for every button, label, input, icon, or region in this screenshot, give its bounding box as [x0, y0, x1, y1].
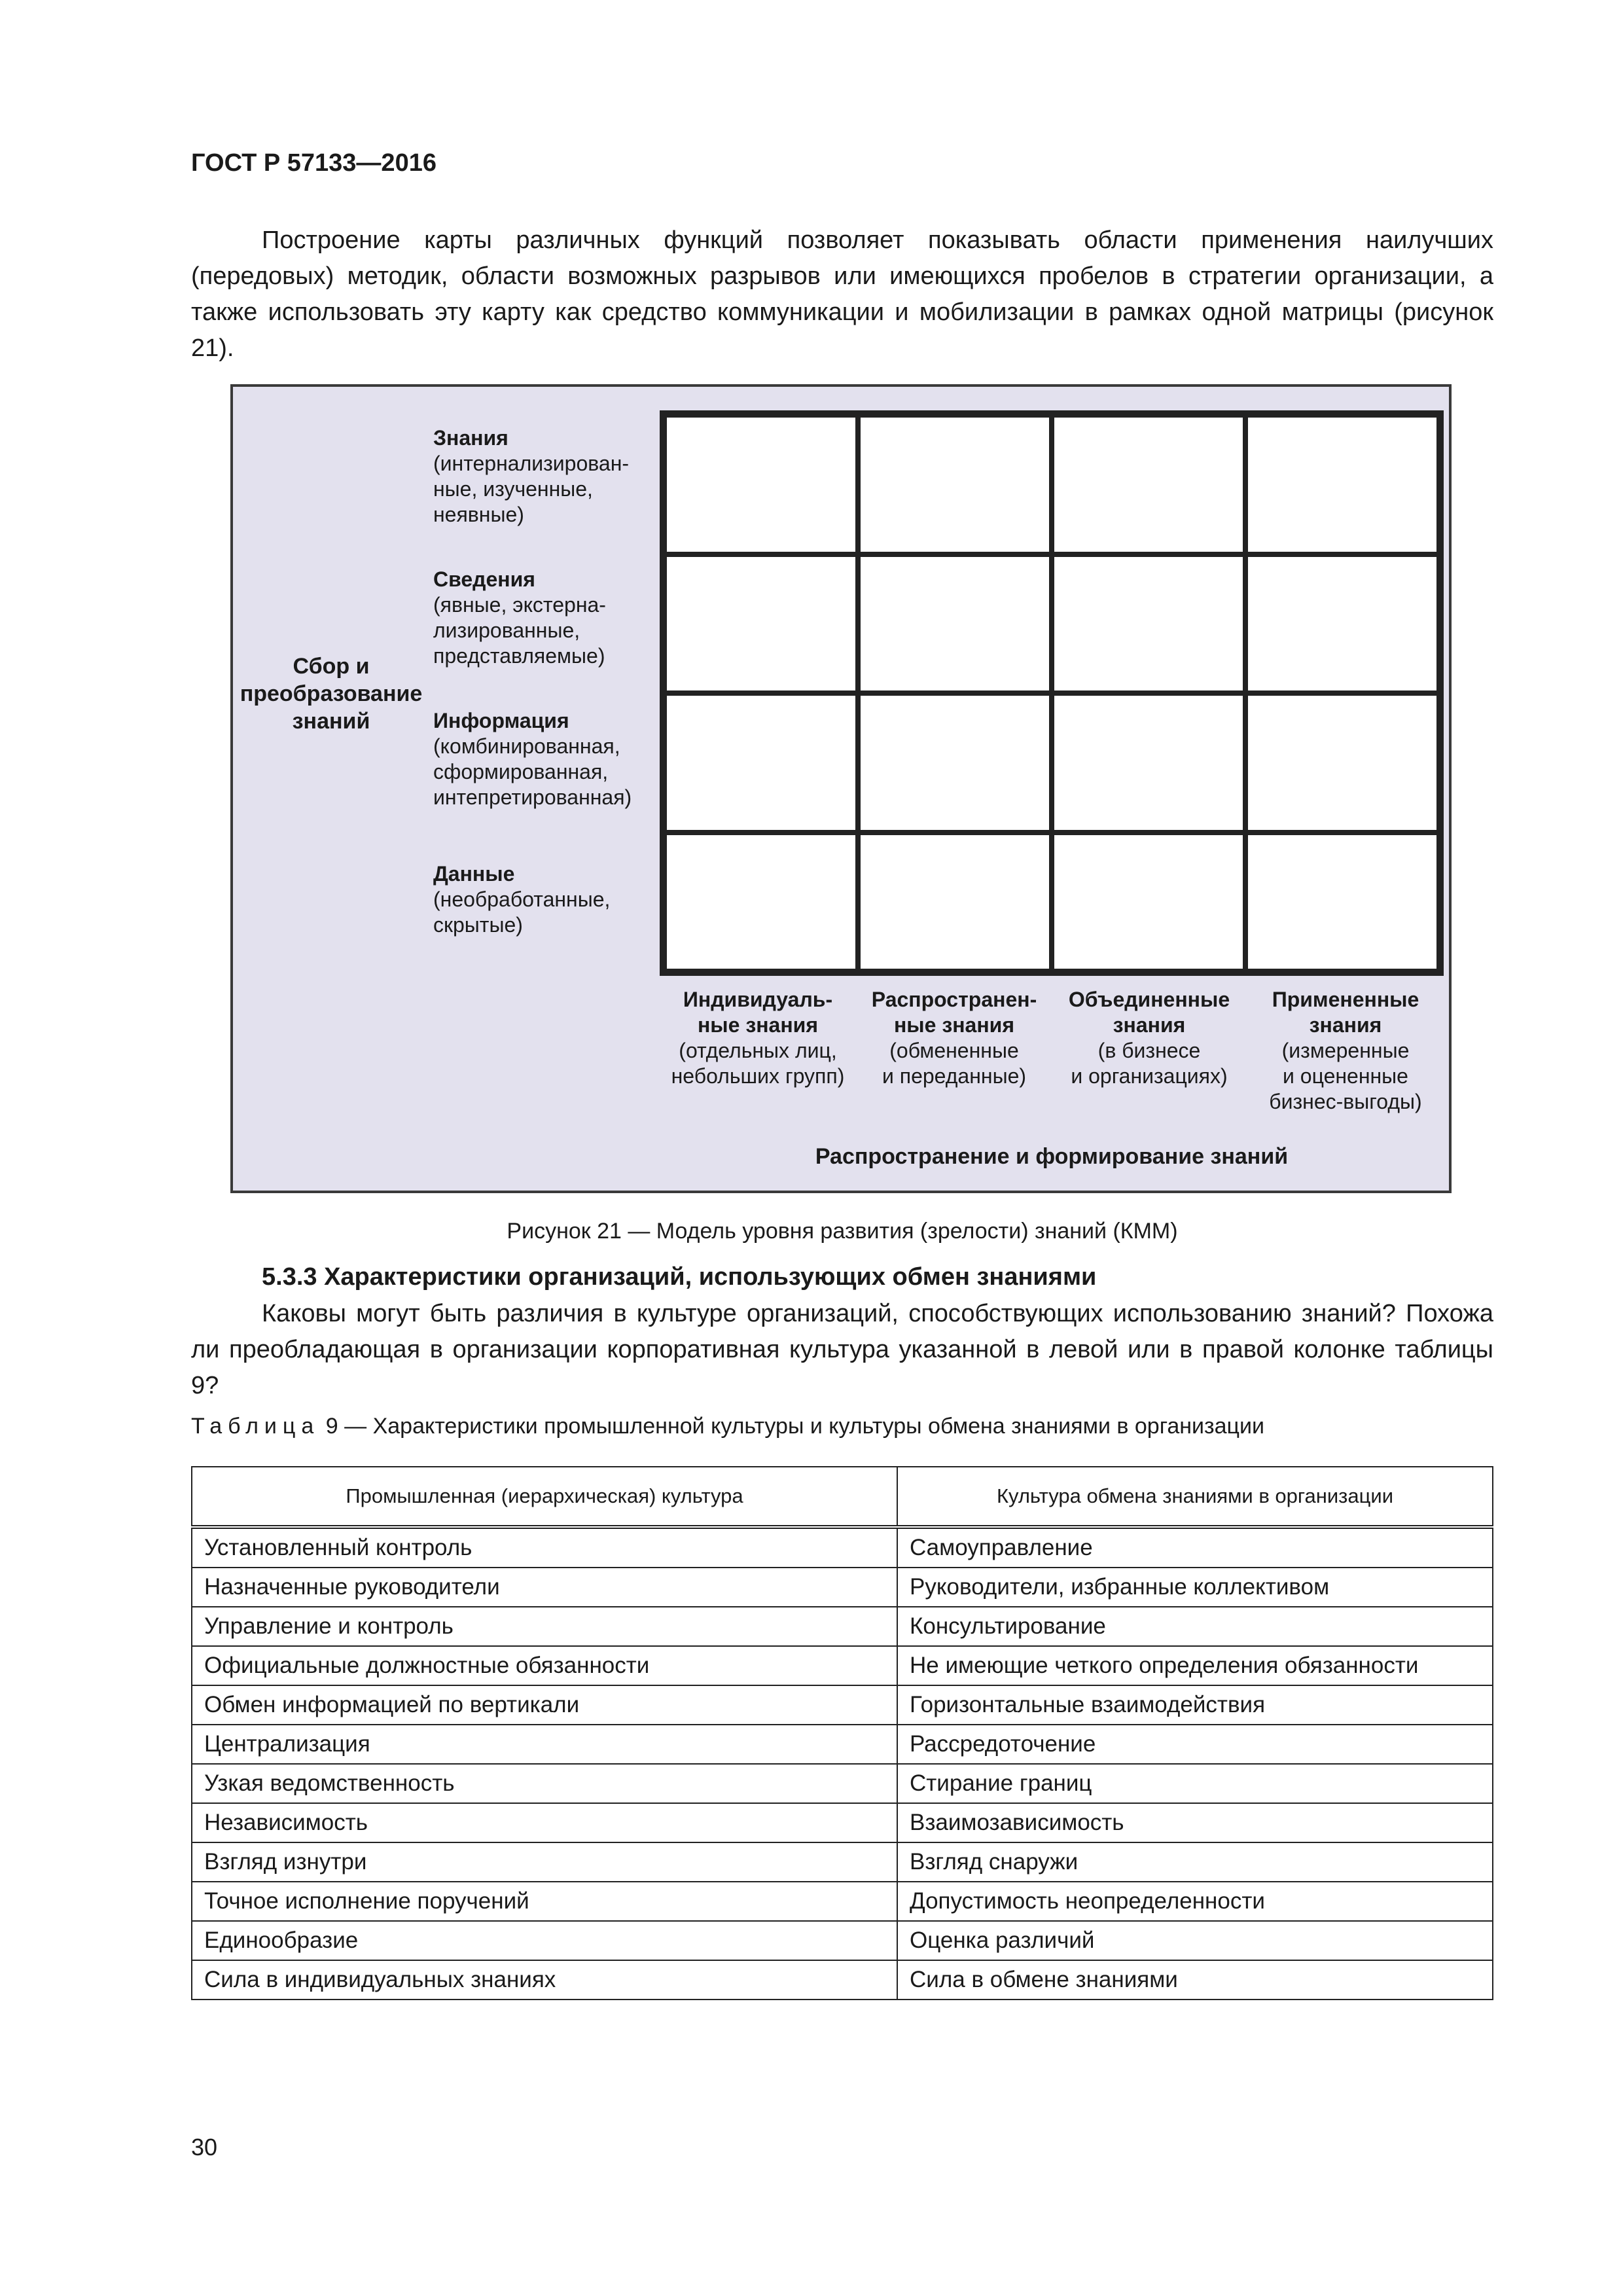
table-cell: Обмен информацией по вертикали [192, 1685, 897, 1725]
row-title: Сведения [433, 567, 535, 591]
row-desc: (комбинированная, сформированная, интепретированная) [433, 734, 632, 809]
table-cell: Управление и контроль [192, 1607, 897, 1646]
row-label-knowledge [433, 425, 629, 528]
column-header-knowledge-sharing: Культура обмена знаниями в организации [897, 1467, 1493, 1527]
table-row [192, 1607, 1493, 1646]
table-cell: Рассредоточение [897, 1725, 1493, 1764]
matrix-cell [1052, 833, 1245, 972]
row-desc: (необработанные, скрытые) [433, 888, 611, 937]
table-number-title: 9 — Характеристики промышленной культуры и культуры обмена знаниями в организации [325, 1414, 1264, 1439]
table-cell: Не имеющие четкого определения обязанности [897, 1646, 1493, 1685]
table-cell: Взгляд изнутри [192, 1842, 897, 1882]
table-row [192, 1764, 1493, 1803]
table-cell: Горизонтальные взаимодействия [897, 1685, 1493, 1725]
table-cell: Консультирование [897, 1607, 1493, 1646]
column-label-individual [660, 987, 856, 1089]
culture-comparison-table [191, 1466, 1493, 2000]
row-title: Данные [433, 862, 515, 886]
table-cell: Назначенные руководители [192, 1568, 897, 1607]
table-row [192, 1803, 1493, 1842]
intro-paragraph: Построение карты различных функций позволяет показывать области применения наилучших (передовых) методик, области возможных разрывов или имеющихся пробелов в стратегии организации, а также использовать эту карту как средство коммуникации и мобилизации в рамках одной матрицы (рисунок 21). [191, 226, 1493, 362]
column-desc: (измеренные и оцененные бизнес-выгоды) [1269, 1039, 1422, 1113]
table-cell: Допустимость неопределенности [897, 1882, 1493, 1921]
table-cell: Централизация [192, 1725, 897, 1764]
table-cell: Руководители, избранные коллективом [897, 1568, 1493, 1607]
figure-caption: Рисунок 21 — Модель уровня развития (зрелости) знаний (КММ) [507, 1219, 1178, 1244]
matrix-cell [858, 833, 1052, 972]
matrix-cell [664, 415, 858, 554]
table-row [192, 1725, 1493, 1764]
maturity-matrix-grid [660, 410, 1444, 976]
matrix-cell [858, 415, 1052, 554]
column-header-industrial: Промышленная (иерархическая) культура [192, 1467, 897, 1527]
matrix-cell [664, 554, 858, 694]
section-title: 5.3.3 Характеристики организаций, использующих обмен знаниями [262, 1263, 1097, 1291]
column-desc: (в бизнесе и организациях) [1071, 1039, 1228, 1088]
table-cell: Оценка различий [897, 1921, 1493, 1960]
matrix-cell [1245, 833, 1439, 972]
table-cell: Независимость [192, 1803, 897, 1842]
table-cell: Точное исполнение поручений [192, 1882, 897, 1921]
table-row [192, 1568, 1493, 1607]
matrix-cell [664, 833, 858, 972]
column-title: Примененные знания [1272, 988, 1419, 1037]
row-title: Знания [433, 426, 508, 450]
table-row [192, 1685, 1493, 1725]
table-row [192, 1527, 1493, 1568]
matrix-cell [1052, 554, 1245, 694]
vertical-axis-label: Сбор и преобразование знаний [240, 654, 423, 734]
table-title [191, 1414, 1264, 1439]
table-label: Таблица [191, 1414, 320, 1439]
matrix-cell [1052, 415, 1245, 554]
row-title: Информация [433, 709, 569, 732]
table-cell: Единообразие [192, 1921, 897, 1960]
column-label-shared [856, 987, 1052, 1089]
row-desc: (явные, экстерна- лизированные, представляемые) [433, 593, 606, 668]
matrix-cell [664, 693, 858, 833]
table-cell: Стирание границ [897, 1764, 1493, 1803]
table-row [192, 1842, 1493, 1882]
row-label-data [433, 861, 610, 938]
column-desc: (отдельных лиц, небольших групп) [671, 1039, 845, 1088]
table-cell: Сила в индивидуальных знаниях [192, 1960, 897, 2000]
table-header-row [192, 1467, 1493, 1527]
row-label-information-facts [433, 567, 606, 669]
table-row [192, 1921, 1493, 1960]
matrix-cell [1245, 554, 1439, 694]
page-number: 30 [191, 2134, 218, 2161]
section-paragraph: Каковы могут быть различия в культуре организаций, способствующих использованию знаний? Похожа ли преобладающая в организации корпоративная культура указанной в левой или в правой колонке таблицы 9? [191, 1300, 1493, 1399]
horizontal-axis-label: Распространение и формирование знаний [815, 1144, 1289, 1169]
table-cell: Взаимозависимость [897, 1803, 1493, 1842]
column-title: Распространен- ные знания [871, 988, 1037, 1037]
row-label-information [433, 708, 632, 810]
table-row [192, 1960, 1493, 2000]
matrix-cell [858, 554, 1052, 694]
table-cell: Официальные должностные обязанности [192, 1646, 897, 1685]
matrix-cell [858, 693, 1052, 833]
table-cell: Установленный контроль [192, 1527, 897, 1568]
table-cell: Узкая ведомственность [192, 1764, 897, 1803]
table-row [192, 1882, 1493, 1921]
table-cell: Сила в обмене знаниями [897, 1960, 1493, 2000]
table-row [192, 1646, 1493, 1685]
matrix-cell [1052, 693, 1245, 833]
row-desc: (интернализирован- ные, изученные, неявные) [433, 452, 630, 526]
table-cell: Взгляд снаружи [897, 1842, 1493, 1882]
column-desc: (обмененные и переданные) [882, 1039, 1027, 1088]
column-label-applied [1247, 987, 1444, 1115]
column-title: Объединенные знания [1068, 988, 1230, 1037]
column-label-combined [1051, 987, 1247, 1089]
column-title: Индивидуаль- ные знания [683, 988, 833, 1037]
table-cell: Самоуправление [897, 1527, 1493, 1568]
document-header: ГОСТ Р 57133—2016 [191, 149, 437, 177]
matrix-cell [1245, 693, 1439, 833]
matrix-cell [1245, 415, 1439, 554]
